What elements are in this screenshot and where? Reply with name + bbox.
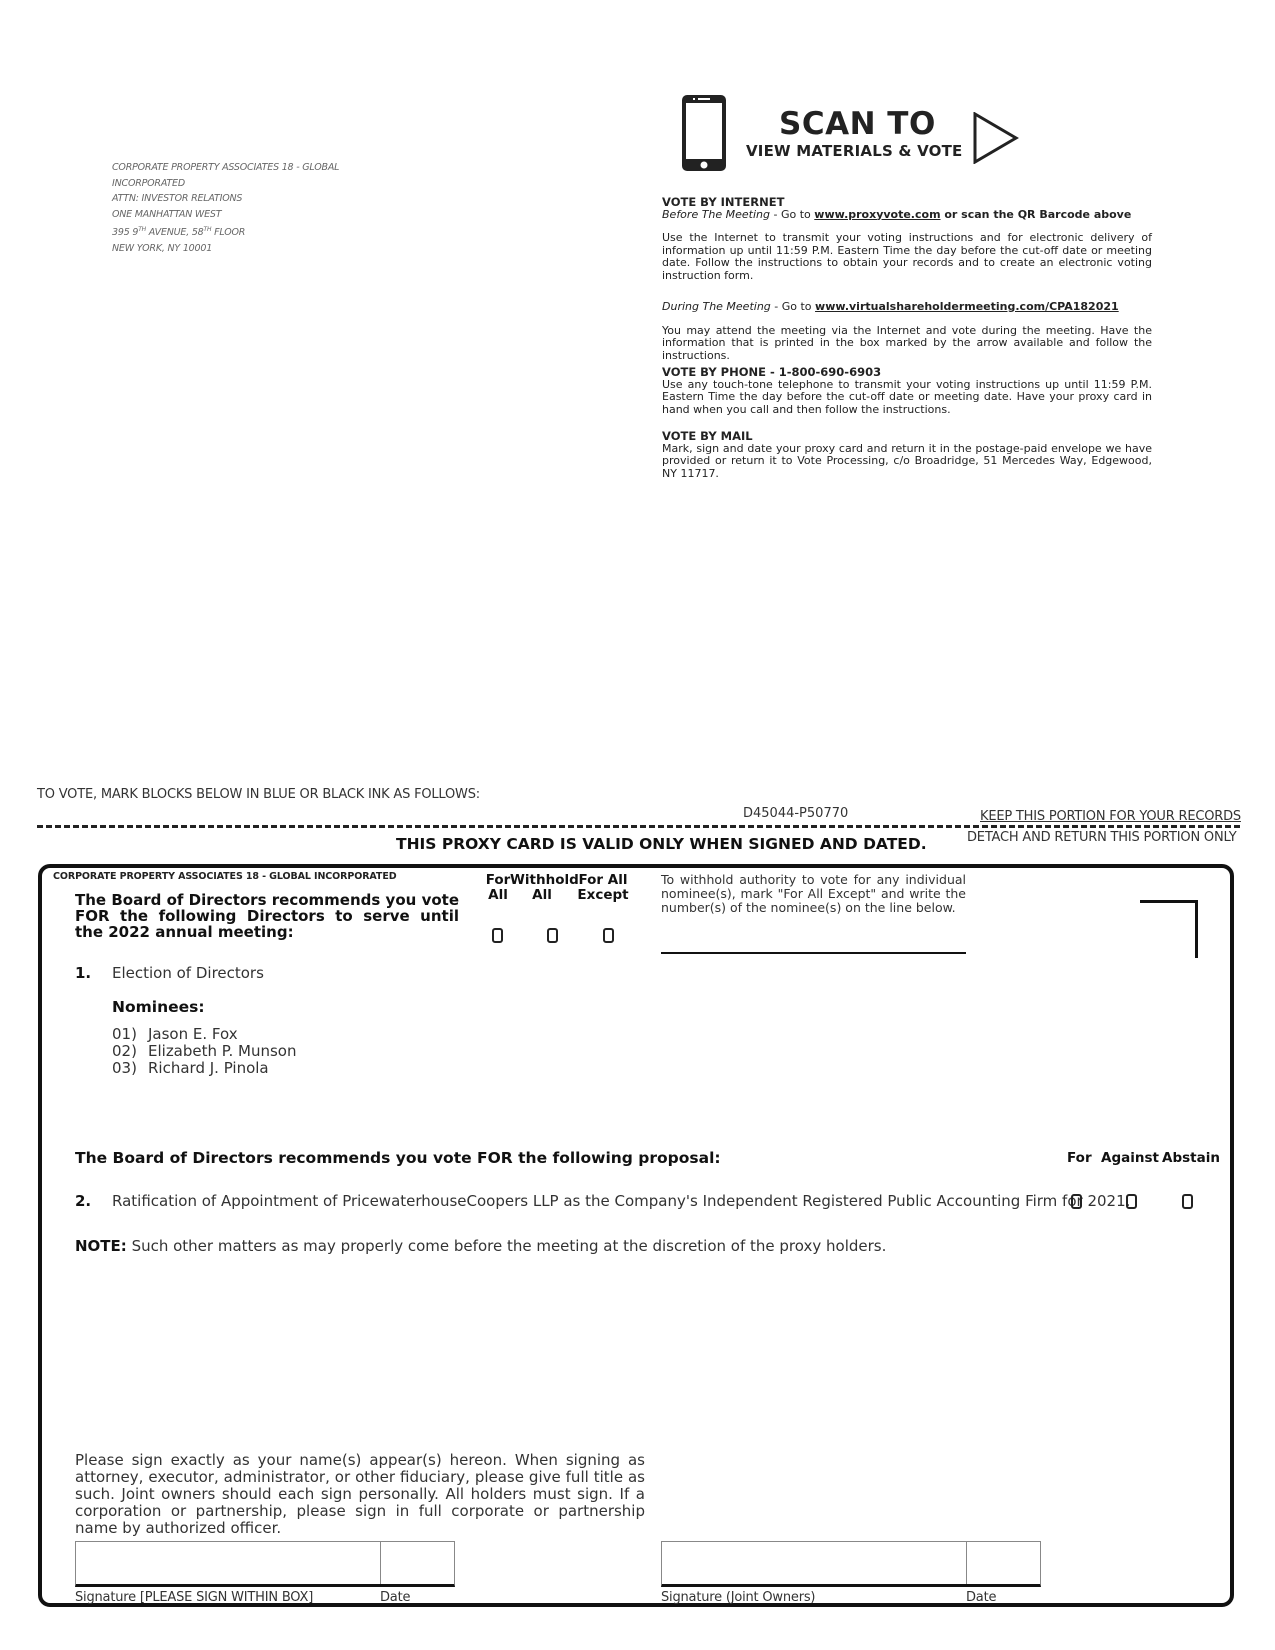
checkbox-proposal-against[interactable] (1126, 1194, 1137, 1209)
vote-phone-body: Use any touch-tone telephone to transmit your voting instructions up until 11:59 P.M. Eastern Time the day before the cut-off date or meeting date. Have your proxy card in hand when you call and then follow the instructions. (662, 377, 1152, 416)
address-line: ONE MANHATTAN WEST (112, 208, 222, 220)
col-against: Against (1101, 1150, 1159, 1166)
item-2-number: 2. (75, 1192, 92, 1210)
withhold-instruction: To withhold authority to vote for any individual nominee(s), mark "For All Except" and write the number(s) of the nominee(s) on the line below. (661, 872, 966, 915)
detach-return-label: DETACH AND RETURN THIS PORTION ONLY (967, 830, 1237, 845)
signature-label-joint: Signature (Joint Owners) (661, 1590, 816, 1605)
during-meeting-section (662, 301, 1152, 362)
address-line: NEW YORK, NY 10001 (112, 242, 213, 254)
date-label-primary: Date (380, 1590, 411, 1605)
internet-body: Use the Internet to transmit your voting instructions and for electronic delivery of information up until 11:59 P.M. Eastern Time the day before the cut-off date or meeting date. Follow the instructions to obtain your records and to create an electronic voting instruction form. (662, 231, 1152, 282)
checkbox-for-all-except[interactable] (603, 928, 614, 943)
nominees-heading: Nominees: (112, 998, 205, 1016)
checkbox-for-all[interactable] (492, 928, 503, 943)
vote-by-internet-section (662, 196, 1152, 282)
signature-box-primary[interactable] (75, 1541, 455, 1587)
vote-mail-heading: VOTE BY MAIL (662, 429, 753, 443)
valid-notice: THIS PROXY CARD IS VALID ONLY WHEN SIGNED AND DATED. (396, 835, 927, 853)
checkbox-proposal-abstain[interactable] (1182, 1194, 1193, 1209)
ink-instruction: TO VOTE, MARK BLOCKS BELOW IN BLUE OR BLACK INK AS FOLLOWS: (37, 787, 480, 802)
nominee-exception-line[interactable] (661, 952, 966, 954)
vote-internet-heading: VOTE BY INTERNET (662, 195, 785, 209)
col-abstain: Abstain (1162, 1150, 1220, 1166)
during-meeting-body: You may attend the meeting via the Internet and vote during the meeting. Have the information that is printed in the box marked by the arrow available and follow the instructions. (662, 323, 1152, 362)
date-label-joint: Date (966, 1590, 997, 1605)
card-company-name: CORPORATE PROPERTY ASSOCIATES 18 - GLOBAL INCORPORATED (53, 871, 397, 882)
date-box-primary[interactable] (380, 1542, 455, 1584)
nominee-item: 02) Elizabeth P. Munson (112, 1042, 297, 1060)
before-meeting-line: Before The Meeting - Go to www.proxyvote.com or scan the QR Barcode above (662, 207, 1132, 221)
registration-corner-mark (1140, 900, 1198, 958)
checkbox-withhold-all[interactable] (547, 928, 558, 943)
scan-title: SCAN TO (779, 106, 936, 142)
col-for-all-except: For All Except (577, 872, 629, 903)
nominee-item: 03) Richard J. Pinola (112, 1059, 269, 1077)
keep-portion-label: KEEP THIS PORTION FOR YOUR RECORDS (980, 809, 1241, 824)
vote-by-mail-section (662, 430, 1152, 480)
return-address (112, 160, 339, 256)
vote-by-phone-section (662, 366, 1152, 416)
board-recommendation-proposal: The Board of Directors recommends you vote FOR the following proposal: (75, 1149, 721, 1167)
vote-mail-body: Mark, sign and date your proxy card and return it in the postage-paid envelope we have provided or return it to Vote Processing, c/o Broadridge, 51 Mercedes Way, Edgewood, NY 11717. (662, 441, 1152, 480)
date-box-joint[interactable] (966, 1542, 1041, 1584)
during-meeting-line: During The Meeting - Go to www.virtualshareholdermeeting.com/CPA182021 (662, 300, 1119, 313)
proxyvote-link[interactable]: www.proxyvote.com (814, 207, 941, 221)
detach-perforation-line (37, 825, 1240, 828)
col-for: For (1067, 1150, 1092, 1166)
control-code: D45044-P50770 (743, 806, 849, 821)
signature-box-joint[interactable] (661, 1541, 1041, 1587)
nominee-item: 01) Jason E. Fox (112, 1025, 238, 1043)
col-for-all: For All (485, 872, 511, 903)
scan-subtitle: VIEW MATERIALS & VOTE (746, 142, 963, 160)
signing-instructions: Please sign exactly as your name(s) appear(s) hereon. When signing as attorney, executor, administrator, or other fiduciary, please give full title as such. Joint owners should each sign personally. All holders must sign. If a corporation or partnership, please sign in full corporate or partnership name by authorized officer. (75, 1451, 645, 1537)
note-text: NOTE: Such other matters as may properly come before the meeting at the discretion of the proxy holders. (75, 1237, 887, 1255)
address-line: INCORPORATED (112, 177, 185, 189)
address-line: ATTN: INVESTOR RELATIONS (112, 193, 243, 204)
play-arrow-icon (973, 112, 1019, 164)
board-recommendation-directors: The Board of Directors recommends you vote FOR the following Directors to serve until the 2022 annual meeting: (75, 891, 459, 941)
signature-label-primary: Signature [PLEASE SIGN WITHIN BOX] (75, 1590, 314, 1605)
address-line: CORPORATE PROPERTY ASSOCIATES 18 - GLOBAL (112, 162, 340, 173)
item-1-number: 1. (75, 964, 92, 982)
col-withhold-all: Withhold All (510, 872, 579, 903)
smartphone-icon (681, 94, 727, 172)
item-1-text: Election of Directors (112, 964, 264, 982)
virtual-meeting-link[interactable]: www.virtualshareholdermeeting.com/CPA182021 (815, 300, 1119, 313)
item-2-text: Ratification of Appointment of PricewaterhouseCoopers LLP as the Company's Independent Registered Public Accounting Firm for 2021. (112, 1192, 1131, 1210)
address-line: 395 9TH AVENUE, 58TH FLOOR (112, 226, 246, 239)
vote-phone-heading: VOTE BY PHONE - 1-800-690-6903 (662, 365, 882, 379)
checkbox-proposal-for[interactable] (1071, 1194, 1082, 1209)
